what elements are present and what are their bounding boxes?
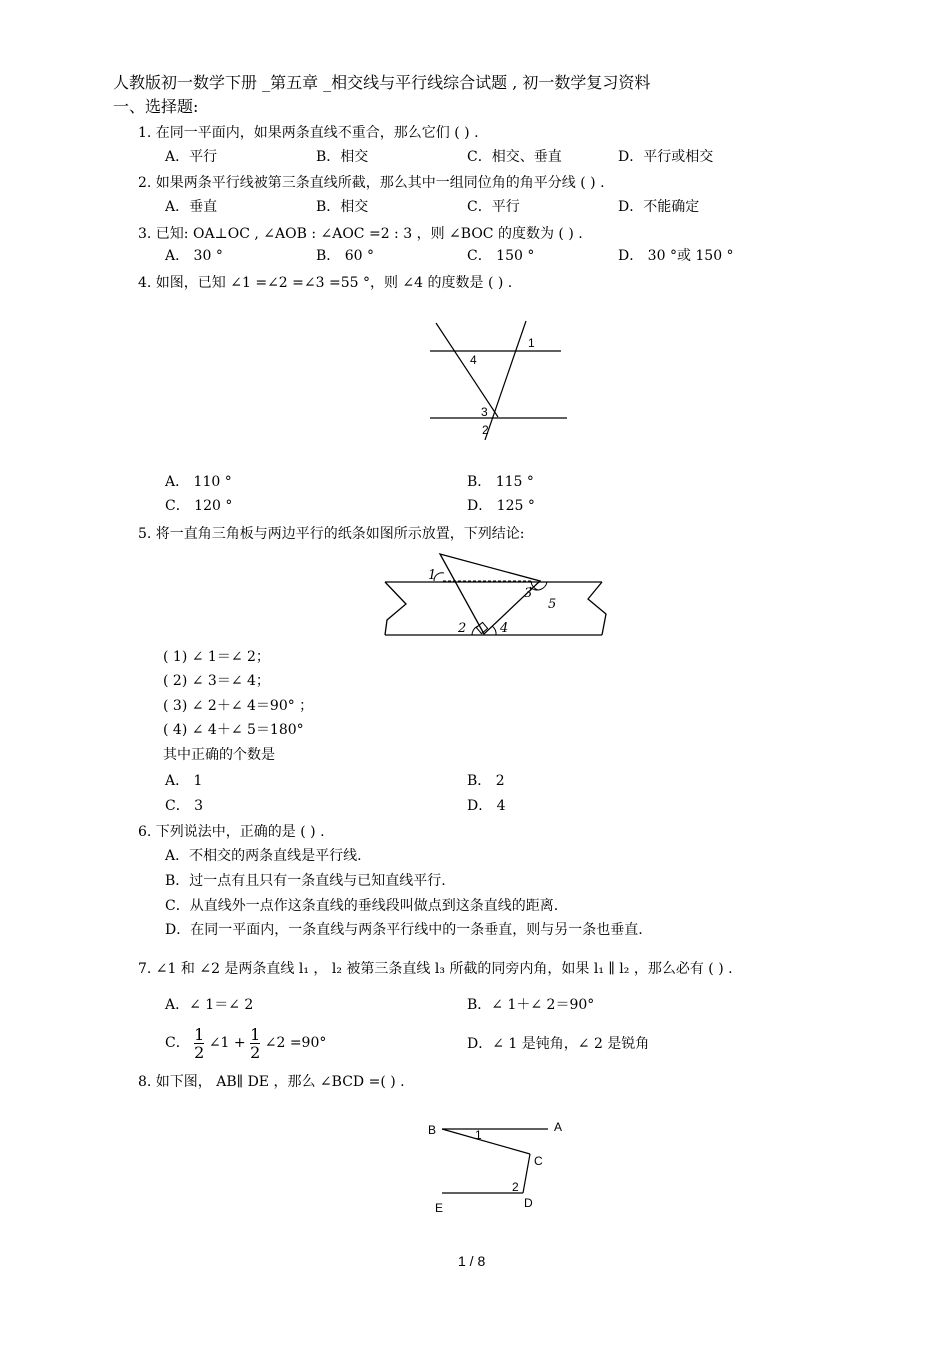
q5-label-4: 4 bbox=[500, 621, 509, 636]
q8-figure bbox=[420, 1115, 580, 1220]
q8-label-a: A bbox=[554, 1120, 563, 1134]
q5-option-c: C． 3 bbox=[165, 798, 204, 814]
q8-label-c: C bbox=[534, 1154, 543, 1168]
q4-stem: 4. 如图，已知 ∠1 =∠2 =∠3 =55 °，则 ∠4 的度数是 ( ) . bbox=[138, 275, 513, 291]
q5-statement-4: ( 4) ∠ 4＋∠ 5＝180° bbox=[163, 722, 304, 738]
q6-option-b: B．过一点有且只有一条直线与已知直线平行. bbox=[165, 873, 446, 889]
q4-label-2: 2 bbox=[482, 423, 489, 437]
q4-line-right-transversal bbox=[485, 321, 526, 440]
q4-label-3: 3 bbox=[481, 405, 488, 419]
q2-option-d: D．不能确定 bbox=[618, 199, 700, 215]
page-title: 人教版初一数学下册 _第五章 _相交线与平行线综合试题 , 初一数学复习资料 bbox=[113, 73, 651, 92]
q4-option-d: D． 125 ° bbox=[467, 498, 535, 514]
q1-stem: 1. 在同一平面内，如果两条直线不重合，那么它们 ( ) . bbox=[138, 125, 479, 141]
q5-label-5: 5 bbox=[548, 597, 557, 612]
page-number: 1 / 8 bbox=[458, 1253, 486, 1269]
q8-label-d: D bbox=[524, 1196, 533, 1210]
q6-option-c: C．从直线外一点作这条直线的垂线段叫做点到这条直线的距离. bbox=[165, 898, 559, 914]
q7-option-c-term2: ∠2 =90° bbox=[264, 1035, 327, 1051]
q7-option-c-term1: ∠1 + bbox=[208, 1035, 246, 1051]
q2-option-b: B．相交 bbox=[316, 199, 369, 215]
q2-stem: 2. 如果两条平行线被第三条直线所截，那么其中一组同位角的角平分线 ( ) . bbox=[138, 175, 605, 191]
q5-arc-4 bbox=[492, 626, 496, 635]
q5-strip-left-jagged bbox=[385, 582, 406, 635]
q5-option-a: A． 1 bbox=[165, 773, 203, 789]
q1-option-b: B．相交 bbox=[316, 149, 369, 165]
q5-statement-1: ( 1) ∠ 1＝∠ 2； bbox=[163, 649, 270, 665]
q5-label-1: 1 bbox=[428, 568, 437, 583]
q7-fraction-2-num: 1 bbox=[250, 1024, 261, 1044]
q3-stem: 3. 已知: OA⊥OC , ∠AOB : ∠AOC =2 : 3 ，则 ∠BOC 的度数为 ( ) . bbox=[138, 226, 583, 242]
q3-option-a: A． 30 ° bbox=[165, 248, 223, 264]
q8-label-2: 2 bbox=[512, 1180, 519, 1194]
q7-option-c-prefix: C． bbox=[165, 1035, 190, 1051]
q7-stem: 7. ∠1 和 ∠2 是两条直线 l₁ ， l₂ 被第三条直线 l₃ 所截的同旁内角，如果 l₁ ∥ l₂ ，那么必有 ( ) . bbox=[138, 961, 733, 977]
q4-option-c: C． 120 ° bbox=[165, 498, 233, 514]
q8-stem: 8. 如下图， AB∥ DE ，那么 ∠BCD =( ) . bbox=[138, 1074, 405, 1090]
q4-option-a: A． 110 ° bbox=[165, 474, 232, 490]
q4-line-left-transversal bbox=[436, 323, 498, 417]
q6-stem: 6. 下列说法中，正确的是 ( ) . bbox=[138, 824, 325, 840]
q3-option-d: D． 30 °或 150 ° bbox=[618, 248, 734, 264]
q4-label-4: 4 bbox=[470, 353, 477, 367]
q4-figure bbox=[425, 318, 575, 440]
q8-segment-bc bbox=[442, 1129, 530, 1154]
q3-option-c: C． 150 ° bbox=[467, 248, 535, 264]
q8-segment-cd bbox=[523, 1154, 530, 1193]
q7-fraction-1-den: 2 bbox=[194, 1042, 205, 1062]
q2-option-c: C．平行 bbox=[467, 199, 520, 215]
q5-strip-right-jagged bbox=[588, 582, 606, 635]
q5-statement-3: ( 3) ∠ 2＋∠ 4＝90° ； bbox=[163, 698, 314, 714]
q6-option-d: D．在同一平面内，一条直线与两条平行线中的一条垂直，则与另一条也垂直. bbox=[165, 922, 643, 938]
q4-label-1: 1 bbox=[528, 336, 535, 350]
q5-statement-2: ( 2) ∠ 3＝∠ 4； bbox=[163, 673, 270, 689]
q6-option-a: A．不相交的两条直线是平行线. bbox=[165, 848, 362, 864]
q1-option-d: D．平行或相交 bbox=[618, 149, 714, 165]
q7-fraction-2 bbox=[250, 1026, 260, 1061]
q7-option-d: D．∠ 1 是钝角，∠ 2 是锐角 bbox=[467, 1036, 650, 1052]
q5-label-2: 2 bbox=[458, 621, 467, 636]
q7-option-b: B．∠ 1＋∠ 2＝90° bbox=[467, 997, 595, 1013]
q5-stem: 5. 将一直角三角板与两边平行的纸条如图所示放置，下列结论: bbox=[138, 526, 525, 542]
q3-option-b: B． 60 ° bbox=[316, 248, 375, 264]
q5-prompt: 其中正确的个数是 bbox=[163, 747, 275, 763]
q5-option-d: D． 4 bbox=[467, 798, 506, 814]
q7-fraction-1-num: 1 bbox=[194, 1024, 205, 1044]
q4-option-b: B． 115 ° bbox=[467, 474, 534, 490]
q8-label-e: E bbox=[435, 1201, 444, 1215]
q7-option-a: A．∠ 1＝∠ 2 bbox=[165, 997, 254, 1013]
q1-option-a: A．平行 bbox=[165, 149, 218, 165]
q8-label-1: 1 bbox=[475, 1128, 482, 1142]
q5-label-3: 3 bbox=[524, 586, 533, 601]
q2-option-a: A．垂直 bbox=[165, 199, 218, 215]
q5-figure bbox=[380, 548, 612, 640]
section-heading: 一、选择题: bbox=[113, 97, 199, 116]
q7-fraction-2-den: 2 bbox=[250, 1042, 261, 1062]
q1-option-c: C．相交、垂直 bbox=[467, 149, 562, 165]
q5-option-b: B． 2 bbox=[467, 773, 505, 789]
q7-option-c bbox=[165, 1022, 326, 1064]
q8-label-b: B bbox=[428, 1123, 437, 1137]
q7-fraction-1 bbox=[194, 1026, 204, 1061]
